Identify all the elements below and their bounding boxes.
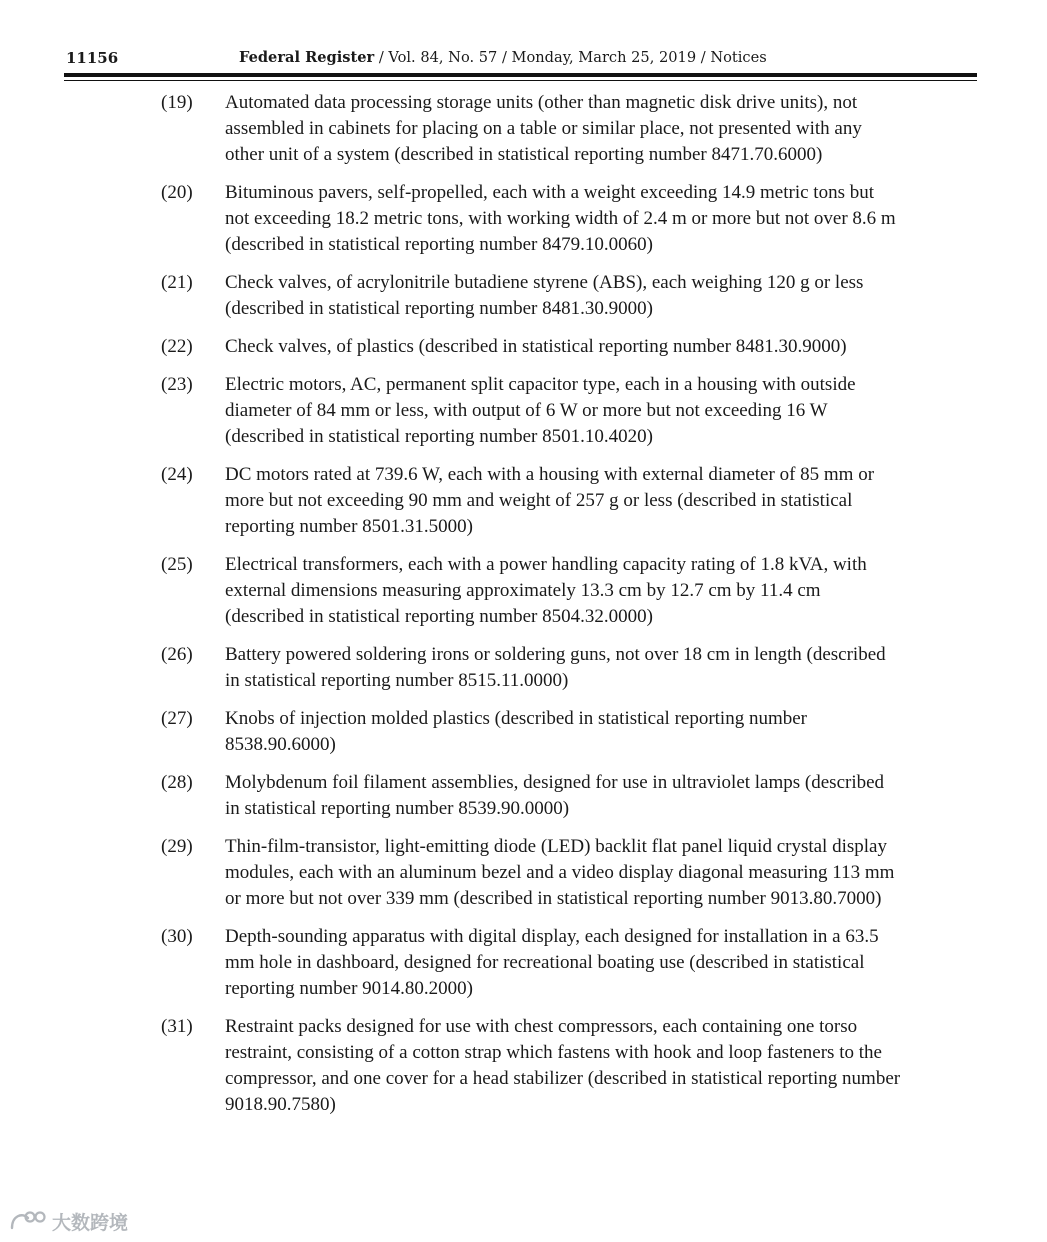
section-name: Notices [710,49,767,66]
item-number: (28) [161,772,193,793]
list-item [161,770,901,822]
list-item [161,334,901,360]
list-item [161,924,901,1002]
item-number: (20) [161,182,193,203]
item-description: Molybdenum foil filament assemblies, designed for use in ultraviolet lamps (described in statistical reporting number 8539.90.0000) [225,772,885,819]
header-separator: / [696,49,711,66]
header-rule-thin [64,80,977,81]
item-number: (27) [161,708,193,729]
page-number: 11156 [66,49,119,67]
item-description: Thin-film-transistor, light-emitting diode (LED) backlit flat panel liquid crystal display modules, each with an aluminum bezel and a video display diagonal measuring 113 mm or more but not over 339 mm (described in statistical reporting number 9013.80.7000) [225,836,895,909]
item-number: (24) [161,464,193,485]
item-number: (31) [161,1016,193,1037]
list-item [161,552,901,630]
item-number: (26) [161,644,193,665]
item-description: Check valves, of acrylonitrile butadiene styrene (ABS), each weighing 120 g or less (described in statistical reporting number 8481.30.9000) [225,272,864,319]
item-number: (19) [161,92,193,113]
list-item [161,90,901,168]
running-head [239,49,767,66]
item-number: (21) [161,272,193,293]
header-separator: / [374,49,389,66]
item-number: (29) [161,836,193,857]
publication-name: Federal Register [239,49,375,66]
item-description: Battery powered soldering irons or soldering guns, not over 18 cm in length (described in statistical reporting number 8515.11.0000) [225,644,886,691]
header-rule-thick [64,73,977,77]
watermark-text: 大数跨境 [52,1211,129,1234]
list-item [161,706,901,758]
item-description: Check valves, of plastics (described in statistical reporting number 8481.30.9000) [225,336,847,357]
list-item [161,180,901,258]
item-description: Restraint packs designed for use with chest compressors, each containing one torso restraint, consisting of a cotton strap which fastens with hook and loop fasteners to the compressor, and one cover for a head stabilizer (described in statistical reporting number 9018.90.7580) [225,1016,901,1115]
issue-date: Monday, March 25, 2019 [511,49,697,66]
list-item [161,642,901,694]
list-item [161,1014,901,1118]
item-description: Depth-sounding apparatus with digital display, each designed for installation in a 63.5 mm hole in dashboard, designed for recreational boating use (described in statistical reporting number 9014.80.2000) [225,926,879,999]
list-item [161,372,901,450]
list-item [161,834,901,912]
header-separator: / [497,49,512,66]
numbered-item-list [161,90,901,1130]
volume-issue: Vol. 84, No. 57 [388,49,498,66]
item-number: (25) [161,554,193,575]
item-description: Automated data processing storage units (other than magnetic disk drive units), not assembled in cabinets for placing on a table or similar place, not presented with any other unit of a system (described in statistical reporting number 8471.70.6000) [225,92,862,165]
watermark-logo-icon [8,1208,48,1234]
list-item [161,270,901,322]
item-description: Electrical transformers, each with a power handling capacity rating of 1.8 kVA, with external dimensions measuring approximately 13.3 cm by 12.7 cm by 11.4 cm (described in statistical reporting number 8504.32.0000) [225,554,867,627]
item-description: Bituminous pavers, self-propelled, each with a weight exceeding 14.9 metric tons but not exceeding 18.2 metric tons, with working width of 2.4 m or more but not over 8.6 m (described in statistical reporting number 8479.10.0060) [225,182,896,255]
item-number: (30) [161,926,193,947]
item-number: (23) [161,374,193,395]
item-description: Knobs of injection molded plastics (described in statistical reporting number 8538.90.6000) [225,708,808,755]
item-description: DC motors rated at 739.6 W, each with a housing with external diameter of 85 mm or more but not exceeding 90 mm and weight of 257 g or less (described in statistical reporting number 8501.31.5000) [225,464,875,537]
list-item [161,462,901,540]
item-number: (22) [161,336,193,357]
watermark [8,1206,128,1236]
page-header [64,47,977,73]
item-description: Electric motors, AC, permanent split capacitor type, each in a housing with outside diameter of 84 mm or less, with output of 6 W or more but not exceeding 16 W (described in statistical reporting number 8501.10.4020) [225,374,856,447]
